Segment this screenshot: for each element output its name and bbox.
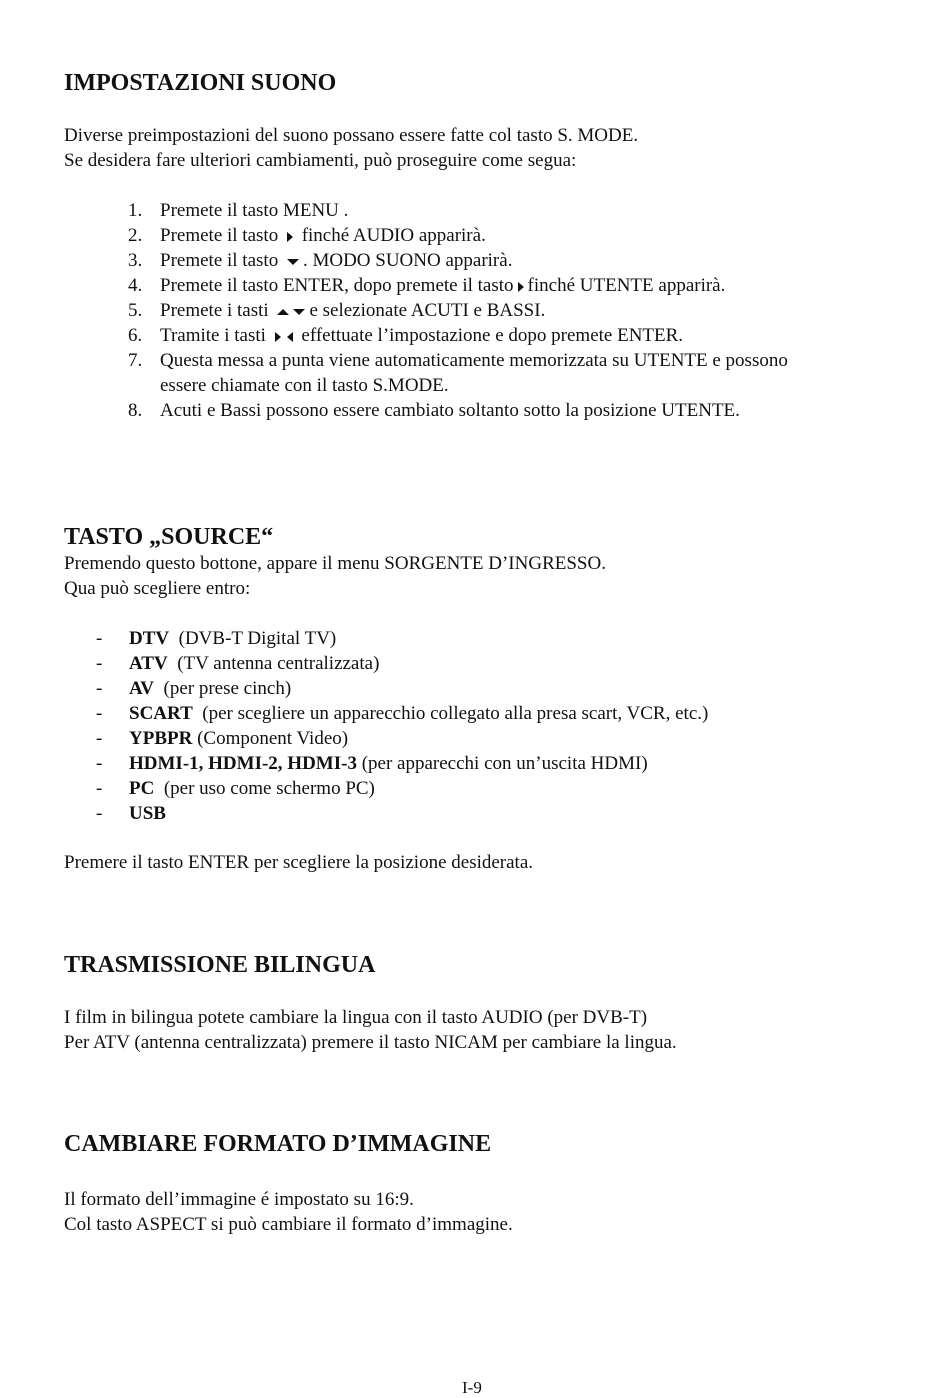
arrow-left-icon bbox=[287, 332, 293, 342]
list-item: - PC (per uso come schermo PC) bbox=[96, 778, 375, 799]
list-item: 4. Premete il tasto ENTER, dopo premete il tasto finché UTENTE apparirà. bbox=[128, 275, 726, 296]
paragraph: Diverse preimpostazioni del suono possano essere fatte col tasto S. MODE. bbox=[64, 125, 639, 146]
section-title-cambiare-formato: CAMBIARE FORMATO D’IMMAGINE bbox=[64, 1131, 492, 1157]
arrow-right-icon bbox=[518, 282, 524, 292]
arrow-up-icon bbox=[277, 309, 289, 315]
list-item: - HDMI-1, HDMI-2, HDMI-3 (per apparecchi con un’uscita HDMI) bbox=[96, 753, 648, 774]
list-item: 7. Questa messa a punta viene automaticamente memorizzata su UTENTE e possono bbox=[128, 350, 788, 371]
list-item: 3. Premete il tasto . MODO SUONO apparirà. bbox=[128, 250, 513, 271]
paragraph: Premendo questo bottone, appare il menu SORGENTE D’INGRESSO. bbox=[64, 553, 606, 574]
paragraph: I film in bilingua potete cambiare la lingua con il tasto AUDIO (per DVB-T) bbox=[64, 1007, 648, 1028]
list-item: 8. Acuti e Bassi possono essere cambiato soltanto sotto la posizione UTENTE. bbox=[128, 400, 740, 421]
list-item: 1. Premete il tasto MENU . bbox=[128, 200, 349, 221]
section-title-tasto-source: TASTO „SOURCE“ bbox=[64, 524, 274, 550]
paragraph: Per ATV (antenna centralizzata) premere il tasto NICAM per cambiare la lingua. bbox=[64, 1032, 677, 1053]
arrow-down-icon bbox=[287, 259, 299, 265]
paragraph: Premere il tasto ENTER per scegliere la posizione desiderata. bbox=[64, 852, 534, 873]
section-title-trasmissione-bilingua: TRASMISSIONE BILINGUA bbox=[64, 952, 376, 978]
list-item: - SCART (per scegliere un apparecchio collegato alla presa scart, VCR, etc.) bbox=[96, 703, 709, 724]
list-item: - USB bbox=[96, 803, 166, 824]
arrow-right-icon bbox=[275, 332, 281, 342]
list-item: 5. Premete i tasti e selezionate ACUTI e BASSI. bbox=[128, 300, 546, 321]
arrow-right-icon bbox=[287, 232, 293, 242]
page-number: I-9 bbox=[462, 1378, 482, 1397]
list-item: 2. Premete il tasto finché AUDIO apparirà. bbox=[128, 225, 486, 246]
list-item-continuation: essere chiamate con il tasto S.MODE. bbox=[160, 375, 449, 396]
list-item: - ATV (TV antenna centralizzata) bbox=[96, 653, 380, 674]
list-item: - AV (per prese cinch) bbox=[96, 678, 292, 699]
list-item: - YPBPR (Component Video) bbox=[96, 728, 349, 749]
arrow-down-icon bbox=[293, 309, 305, 315]
paragraph: Qua può scegliere entro: bbox=[64, 578, 251, 599]
paragraph: Se desidera fare ulteriori cambiamenti, può proseguire come segua: bbox=[64, 150, 577, 171]
list-item: 6. Tramite i tasti effettuate l’impostazione e dopo premete ENTER. bbox=[128, 325, 684, 346]
section-title-impostazioni-suono: IMPOSTAZIONI SUONO bbox=[64, 70, 337, 96]
paragraph: Il formato dell’immagine é impostato su 16:9. bbox=[64, 1189, 414, 1210]
list-item: - DTV (DVB-T Digital TV) bbox=[96, 628, 337, 649]
paragraph: Col tasto ASPECT si può cambiare il formato d’immagine. bbox=[64, 1214, 513, 1235]
